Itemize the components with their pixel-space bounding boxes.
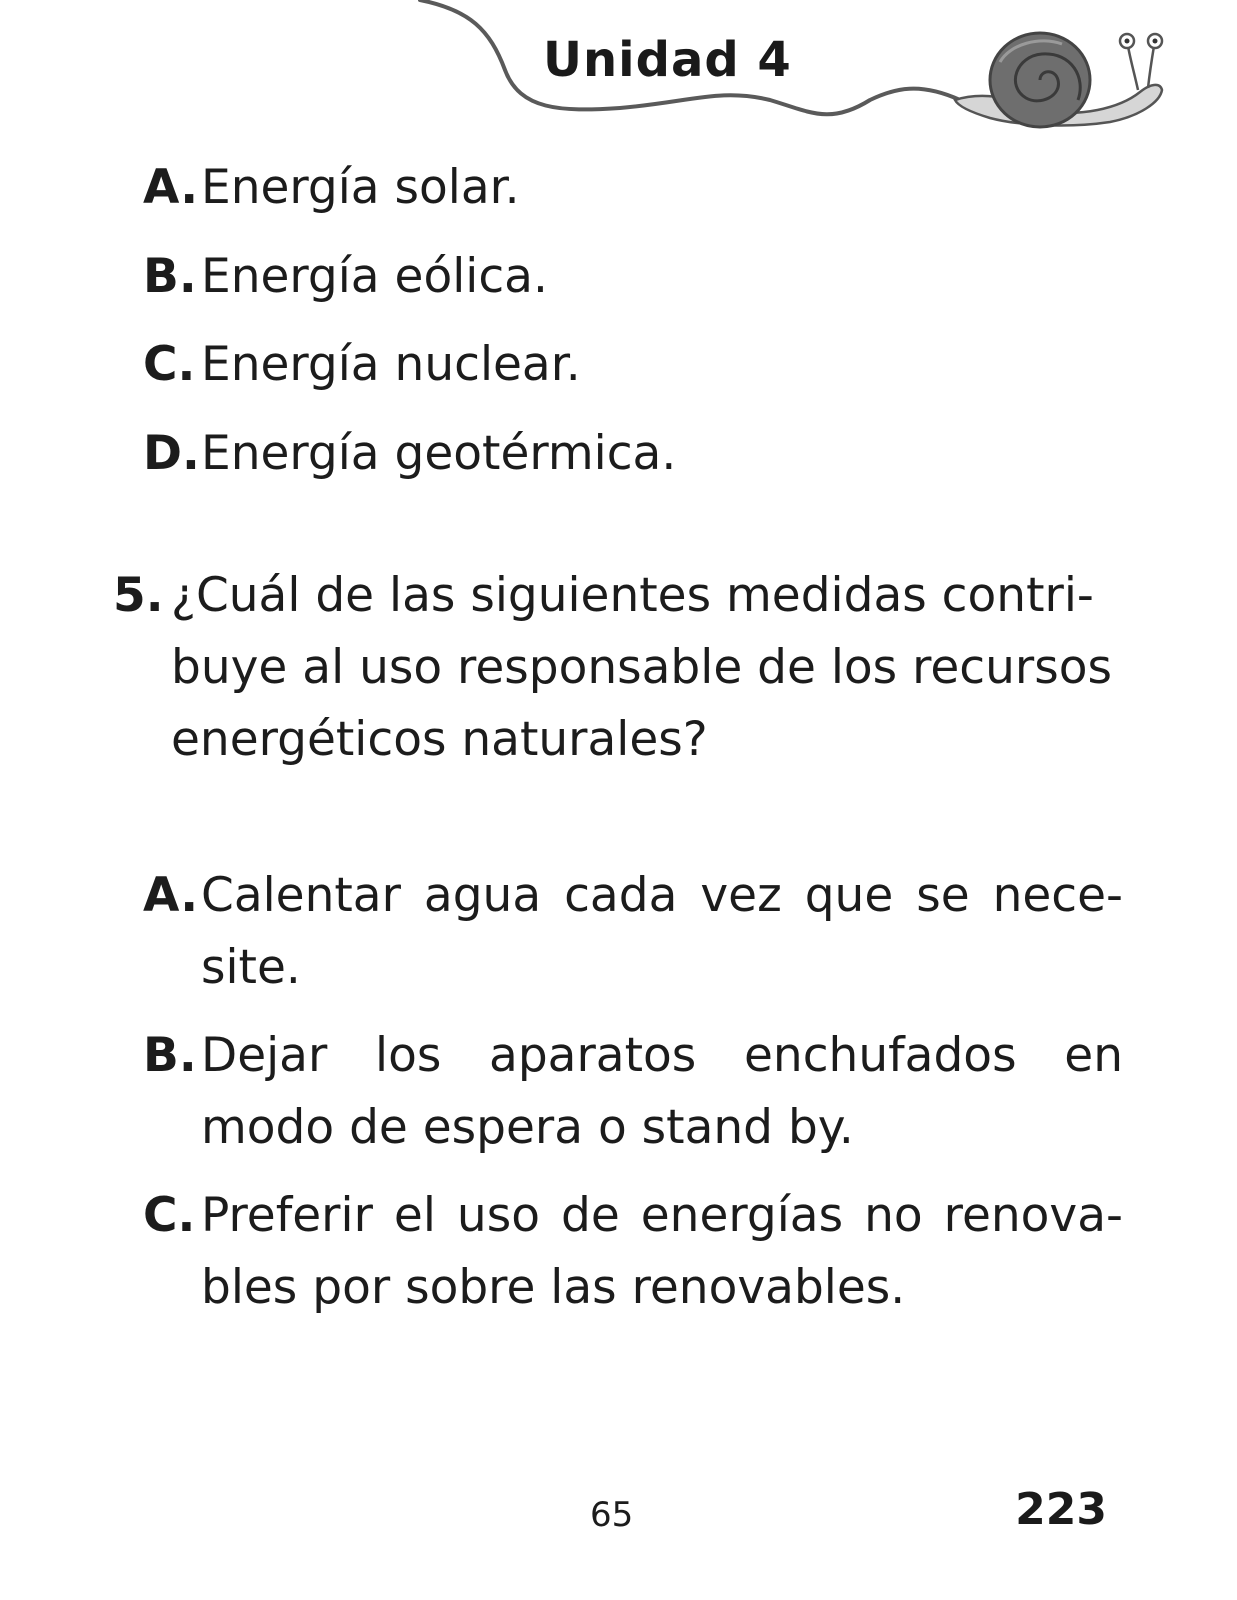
question-text: ¿Cuál de las siguientes medidas contri-buye al uso responsable de los recursos energéticos naturales? (171, 568, 1112, 767)
option-text: Energía eólica. (201, 249, 548, 304)
page-header (0, 0, 1237, 135)
option-letter: A. (143, 868, 199, 923)
option-q4-c (143, 329, 1123, 401)
option-letter: C. (143, 1188, 196, 1243)
question-5 (113, 560, 1123, 776)
option-q5-c (143, 1180, 1123, 1324)
option-text: Dejar los aparatos enchufados en modo de espera o stand by. (201, 1028, 1123, 1155)
snail-icon (955, 33, 1162, 127)
option-text: Energía solar. (201, 160, 520, 215)
option-q4-b (143, 241, 1123, 313)
option-text: Energía geotérmica. (201, 426, 677, 481)
option-text: Preferir el uso de energías no renova-bles por sobre las renovables. (201, 1188, 1123, 1315)
option-text: Calentar agua cada vez que se nece-site. (201, 868, 1123, 995)
option-q4-a (143, 152, 1123, 224)
page-number: 65 (590, 1495, 634, 1535)
option-letter: A. (143, 160, 199, 215)
option-letter: B. (143, 249, 197, 304)
option-q5-a (143, 860, 1123, 1004)
unit-title: Unidad 4 (543, 32, 792, 88)
option-letter: D. (143, 426, 200, 481)
option-text: Energía nuclear. (201, 337, 581, 392)
question-number: 5. (113, 568, 164, 623)
option-q5-b (143, 1020, 1123, 1164)
option-letter: B. (143, 1028, 197, 1083)
option-letter: C. (143, 337, 196, 392)
option-q4-d (143, 418, 1123, 490)
book-page-number: 223 (1015, 1484, 1107, 1535)
